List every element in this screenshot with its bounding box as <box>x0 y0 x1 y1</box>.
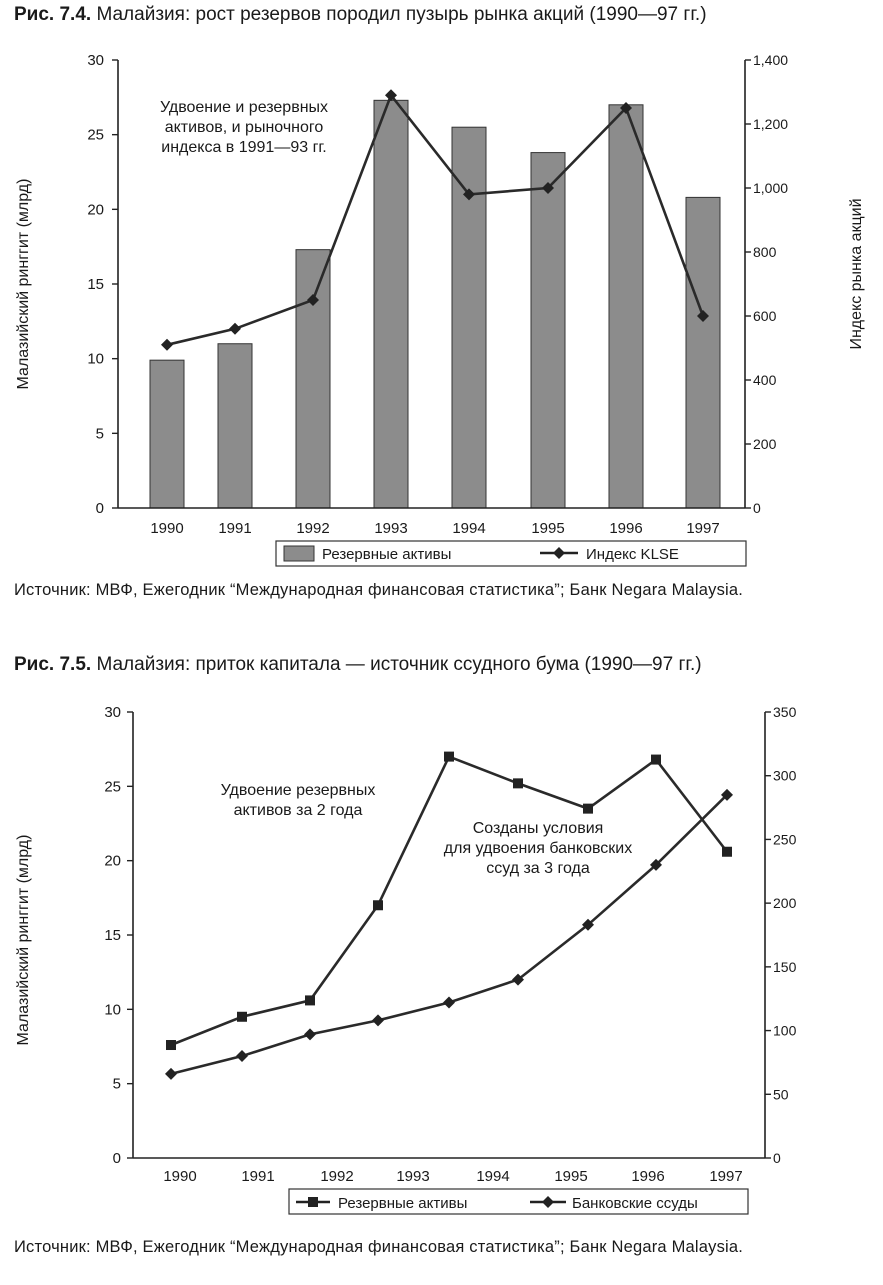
source-note: Источник: МВФ, Ежегодник “Международная финансовая статистика”; Банк Negara Malaysia. <box>14 581 744 599</box>
y2-tick-label: 200 <box>753 436 777 452</box>
y-tick-label: 15 <box>87 276 104 293</box>
y-tick-label: 10 <box>87 350 104 368</box>
reserves-point <box>444 752 454 762</box>
reserves-point <box>583 804 593 814</box>
y-tick-label: 20 <box>87 201 104 219</box>
y-tick-label: 25 <box>87 126 104 144</box>
reserves-point <box>513 778 523 788</box>
y-tick-label: 30 <box>87 52 104 69</box>
annotation-text-loans: ссуд за 3 года <box>486 860 590 877</box>
reserves-point <box>166 1040 176 1050</box>
bank-loans-line <box>171 795 727 1074</box>
figure-title-2: Малайзия: приток капитала — источник ссудного бума (1990—97 гг.) <box>96 654 702 675</box>
reserves-point <box>305 995 315 1005</box>
y-tick-label-2: 25 <box>104 778 121 796</box>
y2-tick-label-2: 0 <box>773 1150 781 1166</box>
x-tick-label: 1990 <box>150 520 184 537</box>
annotation-text-reserves: Удвоение резервных <box>220 782 376 799</box>
y-axis-title-2: Малазийский ринггит (млрд) <box>15 834 32 1046</box>
x-tick-label-2: 1994 <box>476 1168 510 1185</box>
x-tick-label: 1994 <box>452 520 486 537</box>
y2-tick-label: 1,400 <box>753 52 789 68</box>
annotation-text-loans: для удвоения банковских <box>443 840 633 857</box>
y2-tick-label-2: 50 <box>773 1086 789 1103</box>
y-tick-label-2: 30 <box>104 704 121 721</box>
figure-number-2: Рис. 7.5. <box>14 654 92 675</box>
x-tick-label-2: 1991 <box>241 1168 275 1185</box>
x-tick-label: 1997 <box>686 520 720 537</box>
legend-label-reserves: Резервные активы <box>322 546 452 563</box>
annotation-text-reserves: активов за 2 года <box>233 802 363 819</box>
bank-loans-point <box>236 1050 248 1062</box>
bank-loans-point <box>372 1014 384 1026</box>
y2-tick-label-2: 300 <box>773 767 797 784</box>
y2-tick-label: 1,200 <box>753 116 789 132</box>
annotation-text: индекса в 1991—93 гг. <box>161 139 327 156</box>
legend-marker-reserves <box>308 1197 318 1207</box>
bank-loans-point <box>443 997 455 1009</box>
reserves-point <box>237 1012 247 1022</box>
annotation-text: Удвоение и резервных <box>159 99 329 116</box>
y-tick-label-2: 0 <box>112 1150 121 1167</box>
reserves-point <box>722 847 732 857</box>
x-tick-label-2: 1993 <box>396 1168 430 1185</box>
legend-label-klse: Индекс KLSE <box>586 546 679 563</box>
x-tick-label: 1993 <box>374 520 408 537</box>
legend-label-reserves-2: Резервные активы <box>338 1195 468 1212</box>
x-tick-label-2: 1990 <box>163 1168 197 1185</box>
y2-tick-label: 1,000 <box>753 180 789 196</box>
reserves-point <box>373 900 383 910</box>
x-tick-label-2: 1992 <box>320 1168 354 1185</box>
bank-loans-point <box>304 1028 316 1040</box>
legend-label-loans: Банковские ссуды <box>572 1195 698 1212</box>
source-note-2: Источник: МВФ, Ежегодник “Международная финансовая статистика”; Банк Negara Malaysia. <box>14 1238 744 1256</box>
y2-tick-label-2: 250 <box>773 831 797 848</box>
x-tick-label-2: 1997 <box>709 1168 743 1185</box>
y2-tick-label-2: 100 <box>773 1022 797 1039</box>
y2-tick-label-2: 150 <box>773 958 797 975</box>
y2-axis-title: Индекс рынка акций <box>848 198 865 350</box>
y-tick-label-2: 15 <box>104 927 121 944</box>
y-axis-title: Малазийский ринггит (млрд) <box>15 178 32 390</box>
y2-tick-label-2: 350 <box>773 704 797 720</box>
y2-tick-label: 800 <box>753 244 777 260</box>
x-tick-label: 1992 <box>296 520 330 537</box>
y-tick-label: 0 <box>95 500 104 517</box>
y2-tick-label: 600 <box>753 308 777 324</box>
y2-tick-label: 400 <box>753 372 777 388</box>
x-tick-label-2: 1995 <box>554 1168 588 1185</box>
y-tick-label: 5 <box>95 425 104 443</box>
bank-loans-point <box>165 1068 177 1080</box>
reserves-point <box>651 755 661 765</box>
x-tick-label: 1996 <box>609 520 643 537</box>
annotation-text-loans: Созданы условия <box>472 820 604 837</box>
y2-tick-label-2: 200 <box>773 895 797 912</box>
x-tick-label: 1991 <box>218 520 252 537</box>
figure-number: Рис. 7.4. <box>14 4 92 25</box>
y-tick-label-2: 10 <box>104 1001 121 1019</box>
y-tick-label-2: 5 <box>112 1075 121 1093</box>
annotation-text: активов, и рыночного <box>164 119 324 136</box>
x-tick-label: 1995 <box>531 520 565 537</box>
y2-tick-label: 0 <box>753 500 761 516</box>
figure-title: Малайзия: рост резервов породил пузырь рынка акций (1990—97 гг.) <box>96 4 707 25</box>
x-tick-label-2: 1996 <box>631 1168 665 1185</box>
y-tick-label-2: 20 <box>104 852 121 870</box>
